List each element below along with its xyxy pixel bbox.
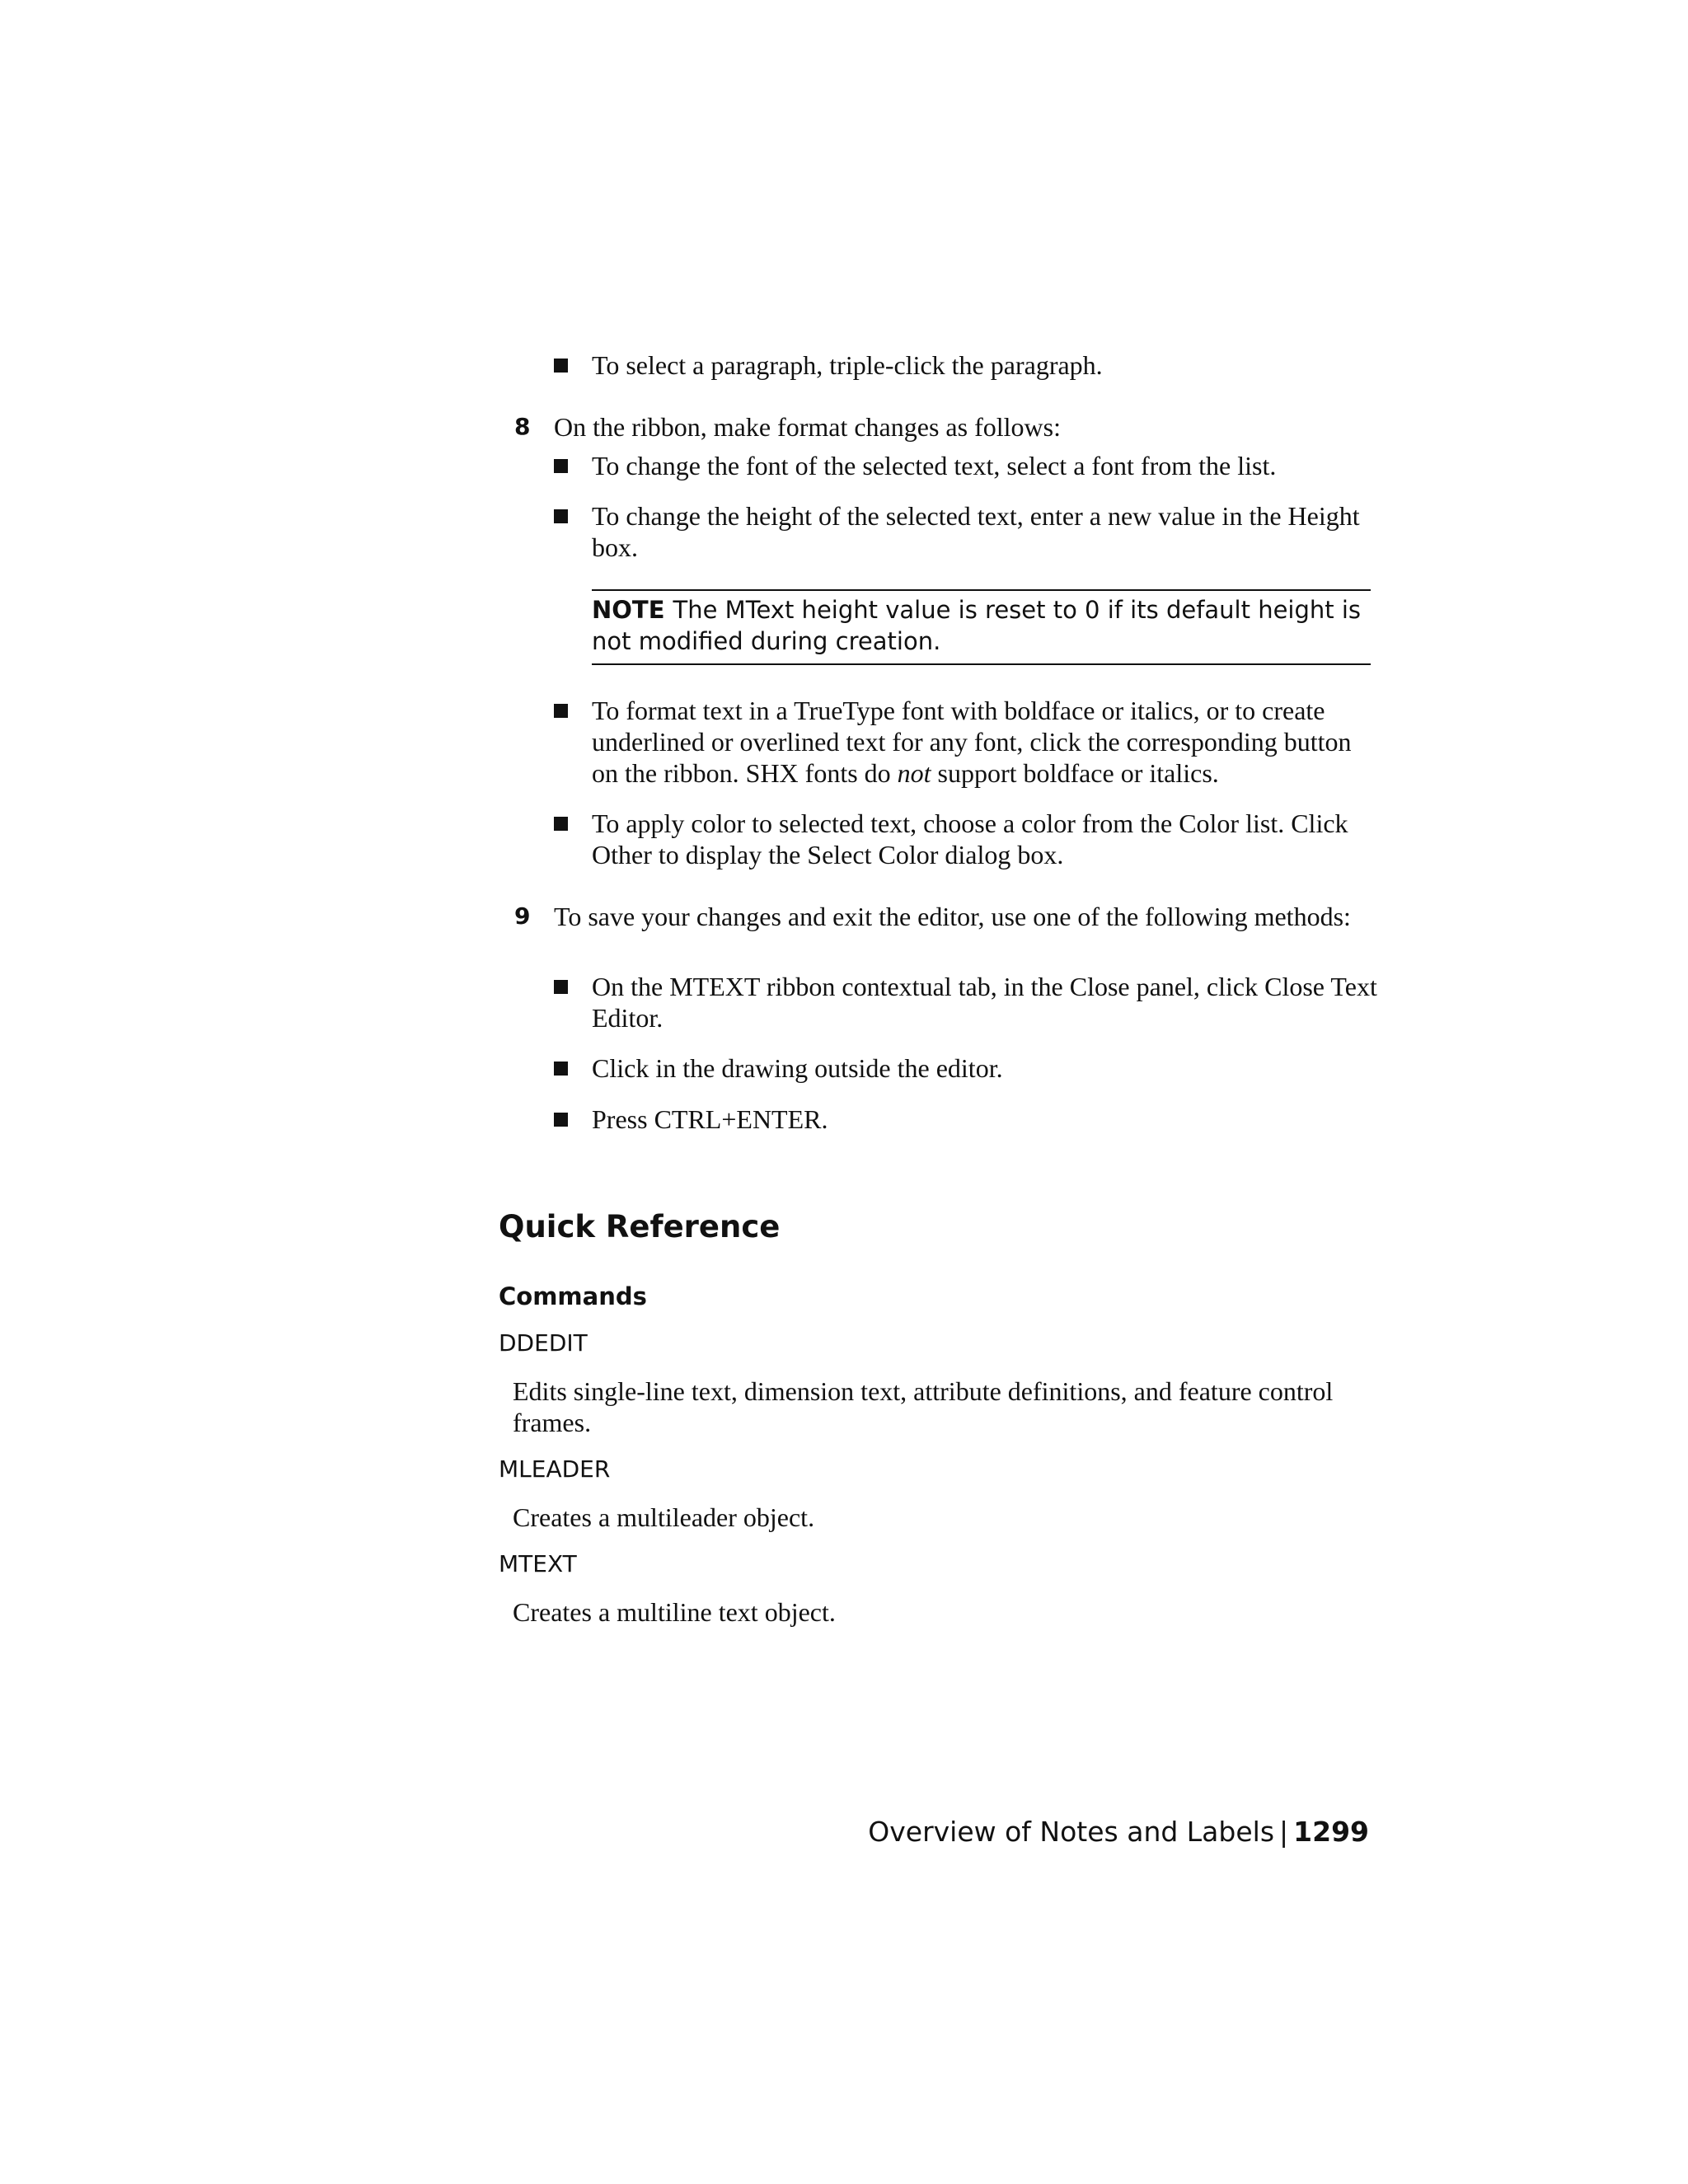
bullet-marker (554, 980, 568, 994)
bullet-marker (554, 1062, 568, 1076)
step-number: 9 (514, 902, 531, 930)
page-number: 1299 (1293, 1816, 1369, 1848)
bullet-marker (554, 459, 568, 473)
bullet-marker (554, 817, 568, 831)
bullet-marker (554, 359, 568, 373)
command-name: MLEADER (499, 1455, 611, 1483)
list-item-text: To change the height of the selected text, enter a new value in the Height box. (592, 501, 1360, 562)
command-name: DDEDIT (499, 1329, 588, 1357)
emphasis-text: not (897, 758, 931, 788)
step-text: On the ribbon, make format changes as follows: (554, 412, 1061, 442)
note-label: NOTE (592, 596, 665, 624)
command-description: Edits single-line text, dimension text, attribute definitions, and feature control frames. (513, 1376, 1334, 1437)
footer-separator: | (1279, 1816, 1289, 1848)
subsection-heading: Commands (499, 1282, 647, 1310)
list-item-text (592, 695, 1378, 789)
note-text: The MText height value is reset to 0 if its default height is not modified during creation. (592, 596, 1362, 655)
step-text: To save your changes and exit the editor, use one of the following methods: (554, 902, 1351, 931)
command-description: Creates a multiline text object. (513, 1597, 836, 1627)
list-item-text: Click in the drawing outside the editor. (592, 1053, 1003, 1083)
step-number: 8 (514, 413, 531, 440)
list-item-text: Press CTRL+ENTER. (592, 1104, 828, 1134)
list-item-text-part: To format text in a TrueType font with boldface or italics, or to create underlined or overlined text for any font, click the corresponding button on the ribbon. SHX fonts do (592, 696, 1352, 788)
command-description: Creates a multileader object. (513, 1502, 815, 1532)
list-item-text: On the MTEXT ribbon contextual tab, in the Close panel, click Close Text Editor. (592, 972, 1377, 1033)
bullet-marker (554, 704, 568, 718)
footer-section-title: Overview of Notes and Labels (868, 1816, 1275, 1848)
section-heading: Quick Reference (499, 1209, 781, 1244)
bullet-marker (554, 509, 568, 523)
list-item-text: To select a paragraph, triple-click the paragraph. (592, 350, 1103, 380)
list-item-text: To change the font of the selected text, select a font from the list. (592, 451, 1277, 480)
command-name: MTEXT (499, 1550, 577, 1577)
page-footer (868, 1816, 1369, 1849)
bullet-marker (554, 1113, 568, 1127)
list-item-text-part: support boldface or italics. (931, 758, 1219, 788)
note-box (592, 589, 1371, 665)
list-item-text: To apply color to selected text, choose a color from the Color list. Click Other to display the Select Color dialog box. (592, 808, 1348, 869)
